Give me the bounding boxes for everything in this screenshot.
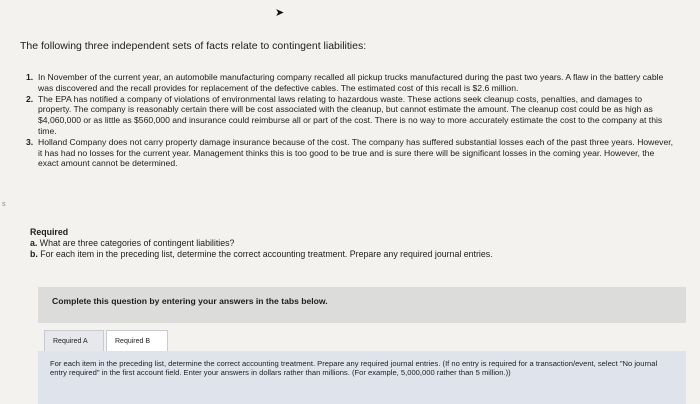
- required-item-label: b.: [30, 248, 38, 259]
- required-heading: Required: [30, 227, 69, 237]
- edge-mark: s: [2, 201, 6, 208]
- fact-number: 2.: [26, 93, 34, 104]
- fact-number: 1.: [26, 72, 34, 82]
- tabs-bar: [38, 323, 686, 345]
- intro-text: The following three independent sets of facts relate to contingent liabilities:: [20, 40, 367, 52]
- required-item: [30, 238, 493, 249]
- tab-instructions: For each item in the preceding list, determine the correct accounting treatment. Prepare any required journal entries. (If no entry is required for a transaction/event, select "No journal entry required" in the first account field. Enter your answers in dollars rather than millions. (For example, 5,000,000 rather than 5 million.)): [38, 351, 686, 404]
- fact-text: Holland Company does not carry property damage insurance because of the cost. The company has suffered substantial losses each of the past three years. However, it has had no losses for the current year. Management thinks this is too good to be true and is sure there will be significant losses in the coming year. However, the exact amount cannot be determined.: [38, 136, 674, 169]
- fact-number: 3.: [26, 136, 34, 147]
- fact-text: In November of the current year, an automobile manufacturing company recalled all pickup trucks manufactured during the past two years. A flaw in the battery cable was discovered and the recall provides for replacement of the defective cables. The estimated cost of this recall is $2.6 million.: [38, 72, 664, 93]
- instructions-banner: Complete this question by entering your answers in the tabs below.: [38, 287, 686, 323]
- required-item-text: For each item in the preceding list, determine the correct accounting treatment. Prepare any required journal entries.: [40, 248, 493, 259]
- tab-required-b[interactable]: Required B: [106, 330, 168, 352]
- fact-item: [26, 72, 676, 94]
- facts-list: [26, 72, 676, 169]
- fact-item: [26, 94, 676, 137]
- required-section: [30, 227, 493, 259]
- required-item-text: What are three categories of contingent liabilities?: [39, 237, 235, 248]
- required-item-label: a.: [30, 237, 38, 248]
- fact-text: The EPA has notified a company of violations of environmental laws relating to hazardous waste. These actions seek cleanup costs, penalties, and damages to property. The company is reasonably certain there will be cost associated with the cleanup, but cannot estimate the amount. The cleanup cost could be as high as $4,060,000 or as little as $560,000 and insurance could reimburse all or part of the cost. There is no way to more accurately estimate the cost to the company at this time.: [38, 93, 663, 136]
- tab-required-a[interactable]: Required A: [44, 330, 104, 352]
- fact-item: [26, 137, 676, 169]
- required-item: [30, 249, 493, 260]
- cursor-icon: ➤: [275, 7, 285, 19]
